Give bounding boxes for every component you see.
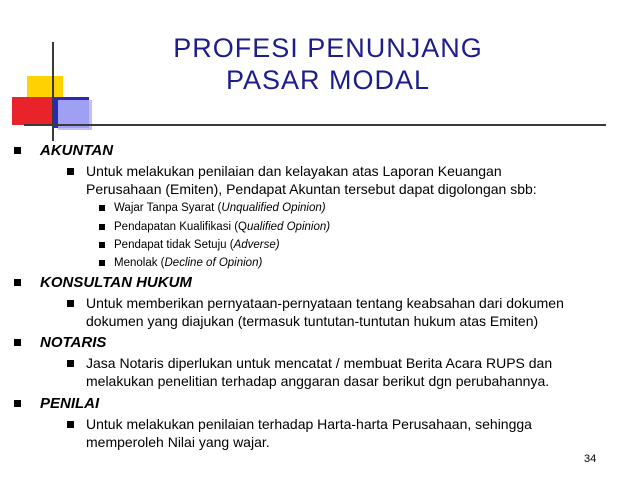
square-bullet-icon	[99, 242, 105, 248]
penilai-item-line-1: Untuk melakukan penilaian terhadap Harta-harta Perusahaan, sehingga	[86, 416, 532, 432]
akuntan-item-line-1: Untuk melakukan penilaian dan kelayakan atas Laporan Keuangan	[86, 163, 502, 179]
section-heading-penilai: PENILAI	[40, 395, 100, 412]
slide-title-line-2: PASAR MODAL	[225, 65, 431, 95]
square-bullet-icon	[67, 168, 74, 175]
konsultan-item-line-2: dokumen yang diajukan (termasuk tuntutan-tuntutan hukum atas Emiten)	[86, 313, 539, 329]
opinion-item-text: Wajar Tanpa Syarat (	[114, 202, 222, 214]
opinion-item-italic: Decline of Opinion)	[164, 257, 263, 269]
akuntan-item-line-2: Perusahaan (Emiten), Pendapat Akuntan tersebut dapat digolongan sbb:	[86, 181, 537, 197]
slide-title-line-1: PROFESI PENUNJANG	[173, 33, 483, 63]
opinion-item	[114, 238, 280, 252]
notaris-item-line-1: Jasa Notaris diperlukan untuk mencatat / membuat Berita Acara RUPS dan	[86, 355, 553, 371]
section-heading-konsultan-hukum: KONSULTAN HUKUM	[40, 274, 192, 291]
square-bullet-icon	[67, 421, 74, 428]
opinion-item-italic: Unqualified Opinion)	[221, 202, 326, 214]
section-heading-akuntan: AKUNTAN	[40, 142, 114, 159]
opinion-item	[114, 220, 330, 234]
square-bullet-icon	[14, 400, 21, 407]
opinion-item-text: Pendapatan Kualifikasi (Q	[114, 221, 247, 233]
section-heading-notaris: NOTARIS	[40, 334, 107, 351]
square-bullet-icon	[14, 279, 21, 286]
notaris-item-line-2: melakukan penelitian terhadap anggaran dasar berikut dgn perubahannya.	[86, 373, 550, 389]
opinion-item-italic: Adverse)	[233, 239, 280, 251]
square-bullet-icon	[99, 224, 105, 230]
square-bullet-icon	[67, 360, 74, 367]
square-bullet-icon	[14, 339, 21, 346]
page-number: 34	[584, 453, 597, 465]
square-bullet-icon	[99, 260, 105, 266]
opinion-item-text: Menolak (	[114, 257, 165, 269]
konsultan-item-line-1: Untuk memberikan pernyataan-pernyataan tentang keabsahan dari dokumen	[86, 295, 564, 311]
square-bullet-icon	[99, 205, 105, 211]
opinion-item-italic: ualified Opinion)	[246, 221, 331, 233]
square-bullet-icon	[14, 147, 21, 154]
opinion-item	[114, 256, 262, 270]
opinion-item-text: Pendapat tidak Setuju (	[114, 239, 234, 251]
opinion-item	[114, 201, 326, 215]
penilai-item-line-2: memperoleh Nilai yang wajar.	[86, 434, 270, 450]
square-bullet-icon	[67, 300, 74, 307]
